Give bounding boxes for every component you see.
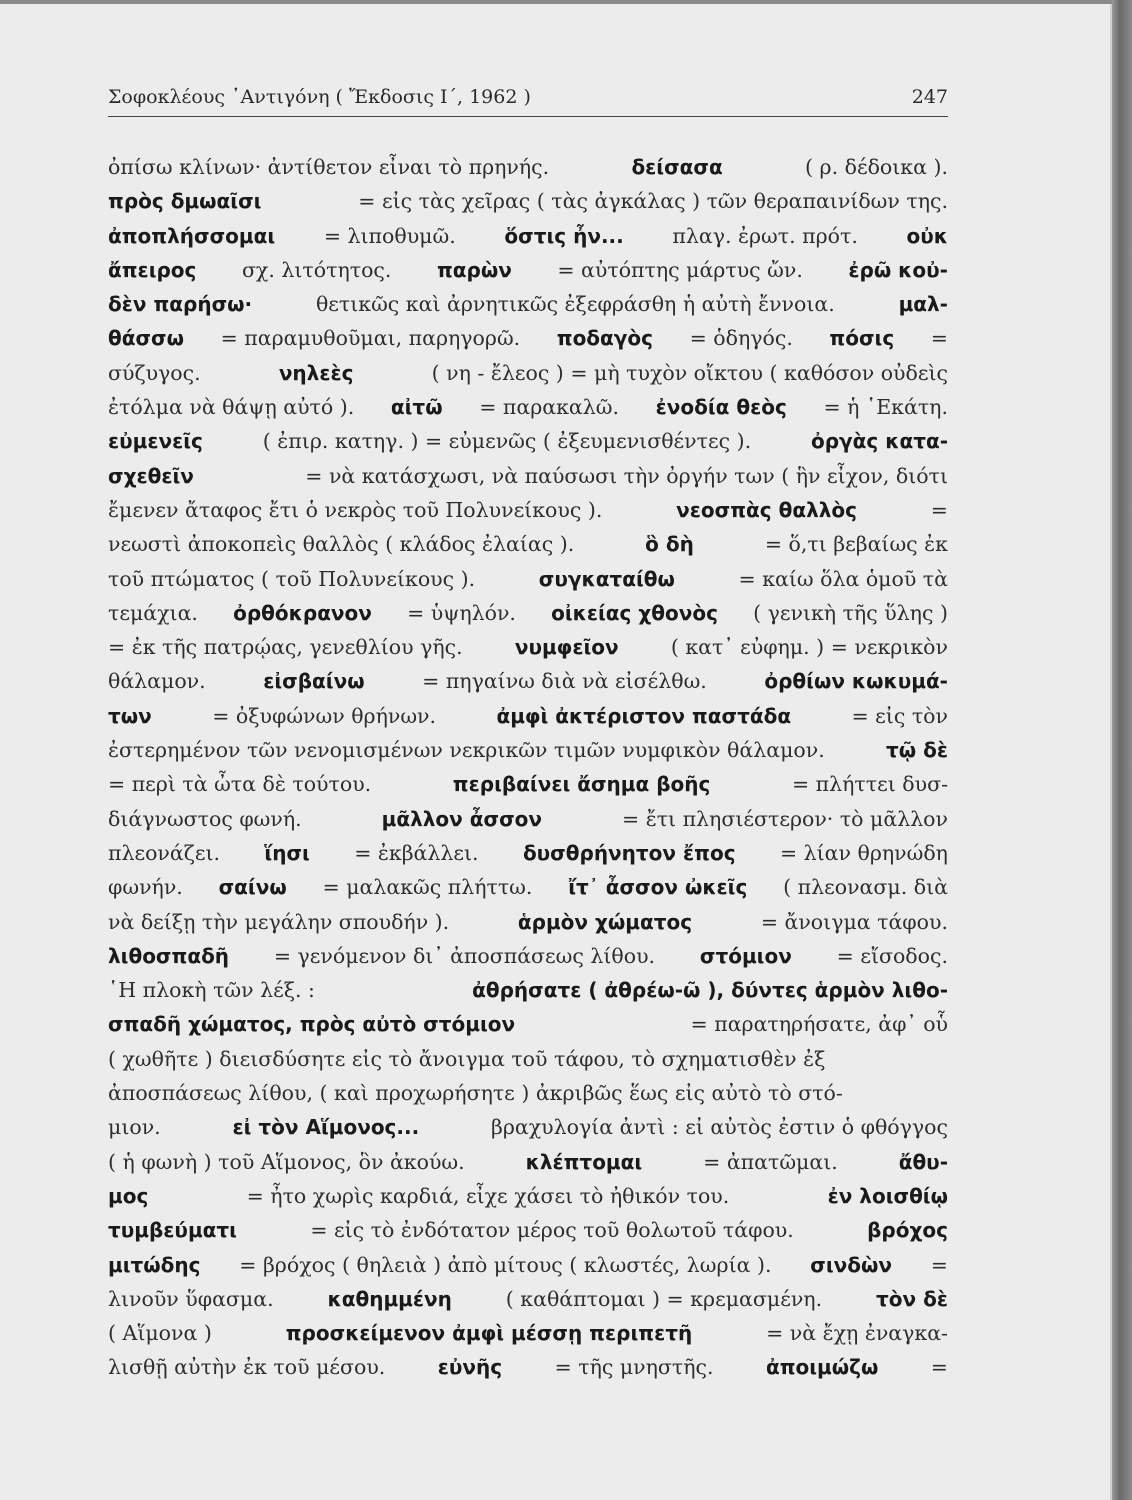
- running-header: [108, 86, 948, 117]
- gloss-text: = τῆς μνηστῆς.: [554, 1355, 714, 1380]
- gloss-text: = περὶ τὰ ὦτα δὲ τούτου.: [108, 772, 372, 797]
- gloss-text: = αὐτόπτης μάρτυς ὤν.: [557, 257, 803, 282]
- lemma-bold: τὸν δὲ: [876, 1286, 948, 1311]
- text-line: [108, 1007, 948, 1041]
- lemma-bold: εὐμενεῖς: [108, 429, 203, 454]
- gloss-text: ῾Η πλοκὴ τῶν λέξ. :: [108, 978, 315, 1003]
- lemma-bold: μᾶλλον ἆσσον: [381, 806, 543, 831]
- gloss-text: = ὅ,τι βεβαίως ἐκ: [764, 532, 948, 557]
- gloss-text: μιον.: [108, 1115, 161, 1140]
- gloss-text: ( χωθῆτε ) διεισδύσητε εἰς τὸ ἄνοιγμα τοῦ τάφου, τὸ σχηματισθὲν ἐξ: [108, 1046, 826, 1071]
- gloss-text: = μαλακῶς πλήττω.: [322, 875, 533, 900]
- gloss-text: ( καθάπτομαι ) = κρεμασμένη.: [505, 1286, 823, 1311]
- lemma-bold: πρὸς δμωαῖσι: [108, 189, 262, 214]
- gloss-text: = λίαν θρηνώδη: [779, 840, 948, 865]
- lemma-bold: σαίνω: [218, 875, 287, 900]
- gloss-text: = ἄνοιγμα τάφου.: [760, 909, 948, 934]
- gloss-text: ἐστερημένον τῶν νενομισμένων νεκρικῶν τιμῶν νυμφικὸν θάλαμον.: [108, 738, 825, 763]
- lemma-bold: νηλεὲς: [278, 360, 354, 385]
- text-line: [108, 1145, 948, 1179]
- gloss-text: = ὑψηλόν.: [407, 600, 516, 625]
- lemma-bold: ὅστις ἦν...: [504, 223, 624, 248]
- text-line: [108, 1076, 948, 1110]
- text-line: [108, 1042, 948, 1076]
- lemma-bold: προσκείμενον ἀμφὶ μέσσῃ περιπετῆ: [285, 1321, 693, 1346]
- gloss-text: = εἰς τὸ ἐνδότατον μέρος τοῦ θολωτοῦ τάφου.: [310, 1218, 794, 1243]
- page-number: 247: [911, 86, 948, 108]
- gloss-text: = εἴσοδος.: [836, 943, 948, 968]
- gloss-text: λινοῦν ὕφασμα.: [108, 1286, 274, 1311]
- gloss-text: ( πλεονασμ. διὰ: [783, 875, 948, 900]
- lemma-bold: νυμφεῖον: [514, 635, 619, 660]
- gloss-text: θάλαμον.: [108, 669, 206, 694]
- lemma-bold: εἰ τὸν Αἵμονος...: [232, 1115, 420, 1140]
- lemma-bold: βρόχος: [867, 1218, 948, 1243]
- gloss-text: =: [930, 1355, 948, 1380]
- gloss-text: = ἀπατῶμαι.: [703, 1149, 838, 1174]
- lemma-bold: ἄπειρος: [108, 257, 197, 282]
- gloss-text: ( Αἵμονα ): [108, 1321, 212, 1346]
- gloss-text: = ἔτι πλησιέστερον· τὸ μᾶλλον: [622, 806, 948, 831]
- text-line: [108, 630, 948, 664]
- gloss-text: φωνήν.: [108, 875, 183, 900]
- gloss-text: ( κατ᾿ εὐφημ. ) = νεκρικὸν: [670, 635, 948, 660]
- gloss-text: ( νη - ἔλεος ) = μὴ τυχὸν οἴκτου ( καθόσον οὐδεὶς: [431, 360, 948, 385]
- lemma-bold: δὲν παρήσω·: [108, 292, 253, 317]
- gloss-text: = ὁδηγός.: [689, 326, 793, 351]
- lemma-bold: λιθοσπαδῆ: [108, 943, 230, 968]
- lemma-bold: παρὼν: [436, 257, 512, 282]
- text-line: [108, 390, 948, 424]
- lemma-bold: θάσσω: [108, 326, 185, 351]
- text-line: [108, 150, 948, 184]
- text-line: [108, 253, 948, 287]
- gloss-text: διάγνωστος φωνή.: [108, 806, 302, 831]
- text-line: [108, 767, 948, 801]
- page-top-edge: [0, 0, 1112, 4]
- gloss-text: ( γενικὴ τῆς ὕλης ): [753, 600, 948, 625]
- gloss-text: λισθῇ αὐτὴν ἐκ τοῦ μέσου.: [108, 1355, 386, 1380]
- gloss-text: =: [930, 1252, 948, 1277]
- lemma-bold: περιβαίνει ἄσημα βοῆς: [452, 772, 711, 797]
- text-line: [108, 1248, 948, 1282]
- lemma-bold: μαλ-: [898, 292, 948, 317]
- gloss-text: = καίω ὅλα ὁμοῦ τὰ: [738, 566, 948, 591]
- text-line: [108, 219, 948, 253]
- gloss-text: = νὰ κατάσχωσι, νὰ παύσωσι τὴν ὀργήν των ( ἣν εἶχον, διότι: [305, 463, 948, 488]
- gloss-text: ἀποσπάσεως λίθου, ( καὶ προχωρήσητε ) ἀκριβῶς ἕως εἰς αὐτὸ τὸ στό-: [108, 1081, 843, 1106]
- lemma-bold: τῷ δὲ: [886, 738, 948, 763]
- page-body-text: [108, 150, 948, 1385]
- text-line: [108, 802, 948, 836]
- lemma-bold: εὐνῆς: [437, 1355, 503, 1380]
- gloss-text: σύζυγος.: [108, 360, 201, 385]
- lemma-bold: ἀποπλήσσομαι: [108, 223, 276, 248]
- text-line: [108, 424, 948, 458]
- text-line: [108, 870, 948, 904]
- text-line: [108, 527, 948, 561]
- lemma-bold: οὐκ: [906, 223, 948, 248]
- text-line: [108, 699, 948, 733]
- lemma-bold: σχεθεῖν: [108, 463, 194, 488]
- gloss-text: = παρατηρήσατε, ἀφ᾿ οὗ: [690, 1012, 948, 1037]
- text-line: [108, 356, 948, 390]
- gloss-text: ( ρ. δέδοικα ).: [805, 155, 948, 179]
- text-line: [108, 1110, 948, 1144]
- gloss-text: ( ἡ φωνὴ ) τοῦ Αἵμονος, ὃν ἀκούω.: [108, 1149, 465, 1174]
- gloss-text: σχ. λιτότητος.: [241, 257, 392, 282]
- gloss-text: θετικῶς καὶ ἀρνητικῶς ἐξεφράσθη ἡ αὐτὴ ἔννοια.: [315, 292, 835, 317]
- lemma-bold: ἴτ᾿ ἆσσον ὠκεῖς: [568, 875, 748, 900]
- gloss-text: ( ἐπιρ. κατηγ. ) = εὐμενῶς ( ἐξευμενισθέντες ).: [262, 429, 752, 454]
- gloss-text: νεωστὶ ἀποκοπεὶς θαλλὸς ( κλάδος ἐλαίας ).: [108, 532, 575, 557]
- lemma-bold: ἐνοδία θεὸς: [655, 395, 787, 420]
- lemma-bold: αἰτῶ: [390, 395, 443, 420]
- text-line: [108, 1316, 948, 1350]
- text-line: [108, 1350, 948, 1384]
- lemma-bold: ἀποιμώζω: [765, 1355, 879, 1380]
- gloss-text: =: [930, 326, 948, 351]
- book-binding-edge: [1112, 0, 1132, 1500]
- lemma-bold: τυμβεύματι: [108, 1218, 237, 1243]
- gloss-text: πλεονάζει.: [108, 840, 221, 865]
- lemma-bold: κλέπτομαι: [525, 1149, 643, 1174]
- text-line: [108, 1282, 948, 1316]
- header-title: Σοφοκλέους ᾿Αντιγόνη ( Ἔκδοσις Ι΄, 1962 ): [108, 86, 531, 108]
- gloss-text: = εἰς τὰς χεῖρας ( τὰς ἀγκάλας ) τῶν θεραπαινίδων της.: [358, 189, 948, 214]
- lemma-bold: νεοσπὰς θαλλὸς: [676, 497, 857, 522]
- text-line: [108, 973, 948, 1007]
- text-line: [108, 459, 948, 493]
- lemma-bold: σπαδῆ χώματος, πρὸς αὐτὸ στόμιον: [108, 1012, 516, 1037]
- gloss-text: ἐτόλμα νὰ θάψῃ αὐτό ).: [108, 395, 355, 420]
- lemma-bold: δείσασα: [631, 155, 723, 179]
- gloss-text: βραχυλογία ἀντὶ : εἰ αὐτὸς ἐστιν ὁ φθόγγος: [491, 1115, 948, 1140]
- lemma-bold: ἀθρήσατε ( ἀθρέω-ῶ ), δύντες ἁρμὸν λιθο-: [472, 978, 948, 1003]
- lemma-bold: οἰκείας χθονὸς: [551, 600, 718, 625]
- text-line: [108, 184, 948, 218]
- gloss-text: = βρόχος ( θηλειὰ ) ἀπὸ μίτους ( κλωστές, λωρία ).: [239, 1252, 772, 1277]
- gloss-text: = πηγαίνω διὰ νὰ εἰσέλθω.: [422, 669, 707, 694]
- lemma-bold: μος: [108, 1183, 149, 1208]
- gloss-text: τοῦ πτώματος ( τοῦ Πολυνείκους ).: [108, 566, 476, 591]
- gloss-text: = γενόμενον δι᾿ ἀποσπάσεως λίθου.: [273, 943, 656, 968]
- text-line: [108, 493, 948, 527]
- text-line: [108, 287, 948, 321]
- text-line: [108, 939, 948, 973]
- text-line: [108, 733, 948, 767]
- lemma-bold: στόμιον: [699, 943, 792, 968]
- gloss-text: ὀπίσω κλίνων· ἀντίθετον εἶναι τὸ πρηνής.: [108, 155, 550, 179]
- lemma-bold: των: [108, 703, 152, 728]
- lemma-bold: ἵησι: [264, 840, 310, 865]
- text-line: [108, 321, 948, 355]
- lemma-bold: καθημμένη: [327, 1286, 452, 1311]
- gloss-text: νὰ δείξῃ τὴν μεγάλην σπουδήν ).: [108, 909, 450, 934]
- text-line: [108, 905, 948, 939]
- gloss-text: = ὀξυφώνων θρήνων.: [212, 703, 437, 728]
- lemma-bold: μιτώδης: [108, 1252, 201, 1277]
- gloss-text: =: [930, 497, 948, 522]
- lemma-bold: ἀμφὶ ἀκτέριστον παστάδα: [496, 703, 792, 728]
- gloss-text: = ἦτο χωρὶς καρδιά, εἶχε χάσει τὸ ἠθικόν του.: [246, 1183, 730, 1208]
- text-line: [108, 664, 948, 698]
- lemma-bold: ἐν λοισθίῳ: [827, 1183, 948, 1208]
- gloss-text: = ἐκβάλλει.: [354, 840, 479, 865]
- gloss-text: = ἐκ τῆς πατρῴας, γενεθλίου γῆς.: [108, 635, 463, 660]
- gloss-text: = παραμυθοῦμαι, παρηγορῶ.: [220, 326, 521, 351]
- gloss-text: ἔμενεν ἄταφος ἔτι ὁ νεκρὸς τοῦ Πολυνείκους ).: [108, 497, 603, 522]
- gloss-text: = πλήττει δυσ-: [791, 772, 948, 797]
- lemma-bold: δυσθρήνητον ἔπος: [522, 840, 736, 865]
- lemma-bold: ἐρῶ κοὐ-: [848, 257, 948, 282]
- lemma-bold: πόσις: [829, 326, 895, 351]
- text-line: [108, 1213, 948, 1247]
- gloss-text: πλαγ. ἐρωτ. πρότ.: [672, 223, 858, 248]
- lemma-bold: σινδὼν: [810, 1252, 893, 1277]
- lemma-bold: ἄθυ-: [898, 1149, 948, 1174]
- gloss-text: = εἰς τὸν: [851, 703, 948, 728]
- lemma-bold: ὃ δὴ: [645, 532, 694, 557]
- lemma-bold: ὀρθόκρανον: [233, 600, 372, 625]
- text-line: [108, 562, 948, 596]
- lemma-bold: ὀργὰς κατα-: [811, 429, 948, 454]
- gloss-text: = λιποθυμῶ.: [323, 223, 456, 248]
- lemma-bold: ὀρθίων κωκυμά-: [764, 669, 948, 694]
- lemma-bold: ποδαγὸς: [556, 326, 654, 351]
- text-line: [108, 836, 948, 870]
- text-line: [108, 596, 948, 630]
- gloss-text: = νὰ ἔχῃ ἐναγκα-: [766, 1321, 948, 1346]
- text-line: [108, 1179, 948, 1213]
- lemma-bold: συγκαταίθω: [538, 566, 675, 591]
- lemma-bold: ἁρμὸν χώματος: [517, 909, 693, 934]
- gloss-text: = ἡ ῾Εκάτη.: [823, 395, 948, 420]
- lemma-bold: εἰσβαίνω: [263, 669, 365, 694]
- gloss-text: τεμάχια.: [108, 600, 198, 625]
- gloss-text: = παρακαλῶ.: [479, 395, 619, 420]
